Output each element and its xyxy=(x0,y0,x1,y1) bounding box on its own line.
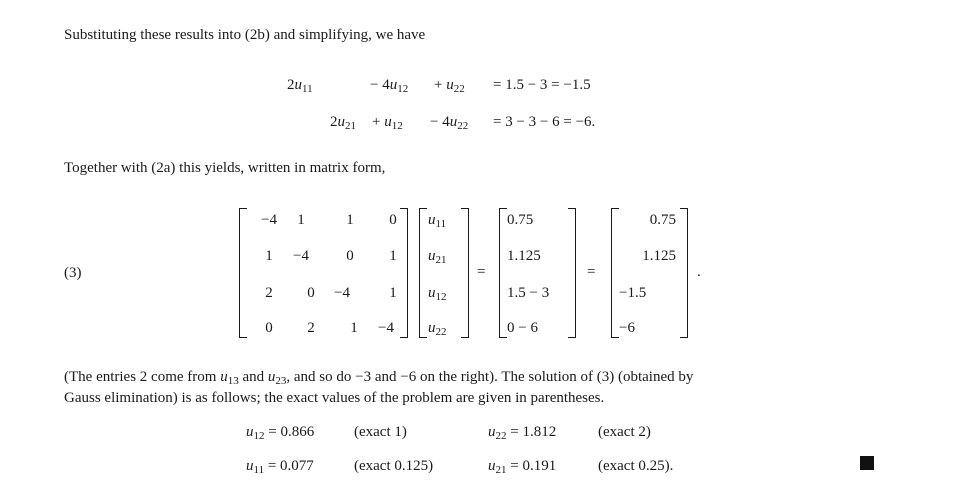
matrix-cell: 1 xyxy=(265,248,273,264)
vector-a-entry: 1.125 xyxy=(507,248,541,264)
equation-1-term-u22: + $u_{22}$ xyxy=(434,77,465,95)
vector-a-entry: 0.75 xyxy=(507,212,534,228)
matrix-cell: 0 xyxy=(346,248,354,264)
matrix-left-bracket xyxy=(239,208,247,338)
equals-sign-1: = xyxy=(477,264,486,280)
matrix-cell: 1 xyxy=(389,248,397,264)
note-line-1: (The entries 2 come from $u_{13}$ and $u_{23}$, and so do −3 and −6 on the right). The solution of (3) (obtained by xyxy=(64,369,694,387)
vector-a-entry: 1.5 − 3 xyxy=(507,285,550,301)
matrix-cell: 1 xyxy=(297,212,305,228)
vector-u-entry: $u_{21}$ xyxy=(428,248,447,266)
matrix-cell: 2 xyxy=(307,320,315,336)
vector-a-right-bracket xyxy=(568,208,576,338)
vector-b-entry: 0.75 xyxy=(649,212,676,228)
matrix-cell: −4 xyxy=(378,320,394,336)
solution-u22: $u_{22} = 1.812$ xyxy=(488,424,557,442)
matrix-cell: 0 xyxy=(307,285,315,301)
matrix-cell: 1 xyxy=(350,320,358,336)
matrix-cell: −4 xyxy=(293,248,309,264)
matrix-cell: 1 xyxy=(389,285,397,301)
equation-number: (3) xyxy=(64,265,82,281)
equation-2-rhs: = 3 − 3 − 6 = −6. xyxy=(493,114,596,130)
vector-b-left-bracket xyxy=(611,208,619,338)
solution-u11: $u_{11} = 0.077$ xyxy=(246,458,314,476)
equation-1-rhs: = 1.5 − 3 = −1.5 xyxy=(493,77,591,93)
solution-u12-exact: (exact 1) xyxy=(354,424,407,440)
matrix-cell: 2 xyxy=(265,285,273,301)
solution-u12: $u_{12} = 0.866$ xyxy=(246,424,315,442)
equation-2-term-u21: $2u_{21}$ xyxy=(330,114,356,132)
vector-u-left-bracket xyxy=(419,208,427,338)
solution-u21: $u_{21} = 0.191$ xyxy=(488,458,557,476)
equation-2-term-u12: + $u_{12}$ xyxy=(372,114,403,132)
vector-u-right-bracket xyxy=(461,208,469,338)
solution-u22-exact: (exact 2) xyxy=(598,424,651,440)
together-text: Together with (2a) this yields, written in matrix form, xyxy=(64,160,386,176)
matrix-cell: 0 xyxy=(265,320,273,336)
vector-b-entry: −1.5 xyxy=(619,285,647,301)
equation-1-term-u12: − $4u_{12}$ xyxy=(370,77,409,95)
matrix-cell: 0 xyxy=(389,212,397,228)
vector-b-entry: −6 xyxy=(619,320,635,336)
matrix-cell: −4 xyxy=(261,212,277,228)
solution-u11-exact: (exact 0.125) xyxy=(354,458,434,474)
matrix-cell: −4 xyxy=(334,285,350,301)
intro-text: Substituting these results into (2b) and simplifying, we have xyxy=(64,27,426,43)
vector-b-entry: 1.125 xyxy=(642,248,676,264)
vector-u-entry: $u_{12}$ xyxy=(428,285,447,303)
vector-a-left-bracket xyxy=(499,208,507,338)
vector-u-entry: $u_{11}$ xyxy=(428,212,447,230)
matrix-period: . xyxy=(697,264,701,280)
equation-2-term-u22: − $4u_{22}$ xyxy=(430,114,469,132)
matrix-cell: 1 xyxy=(346,212,354,228)
equals-sign-2: = xyxy=(587,264,596,280)
vector-b-right-bracket xyxy=(680,208,688,338)
vector-a-entry: 0 − 6 xyxy=(507,320,538,336)
end-of-example-mark xyxy=(860,456,874,470)
note-line-2: Gauss elimination) is as follows; the exact values of the problem are given in parentheses. xyxy=(64,390,605,406)
vector-u-entry: $u_{22}$ xyxy=(428,320,447,338)
solution-u21-exact: (exact 0.25). xyxy=(598,458,674,474)
equation-1-term-u11: $2u_{11}$ xyxy=(287,77,313,95)
